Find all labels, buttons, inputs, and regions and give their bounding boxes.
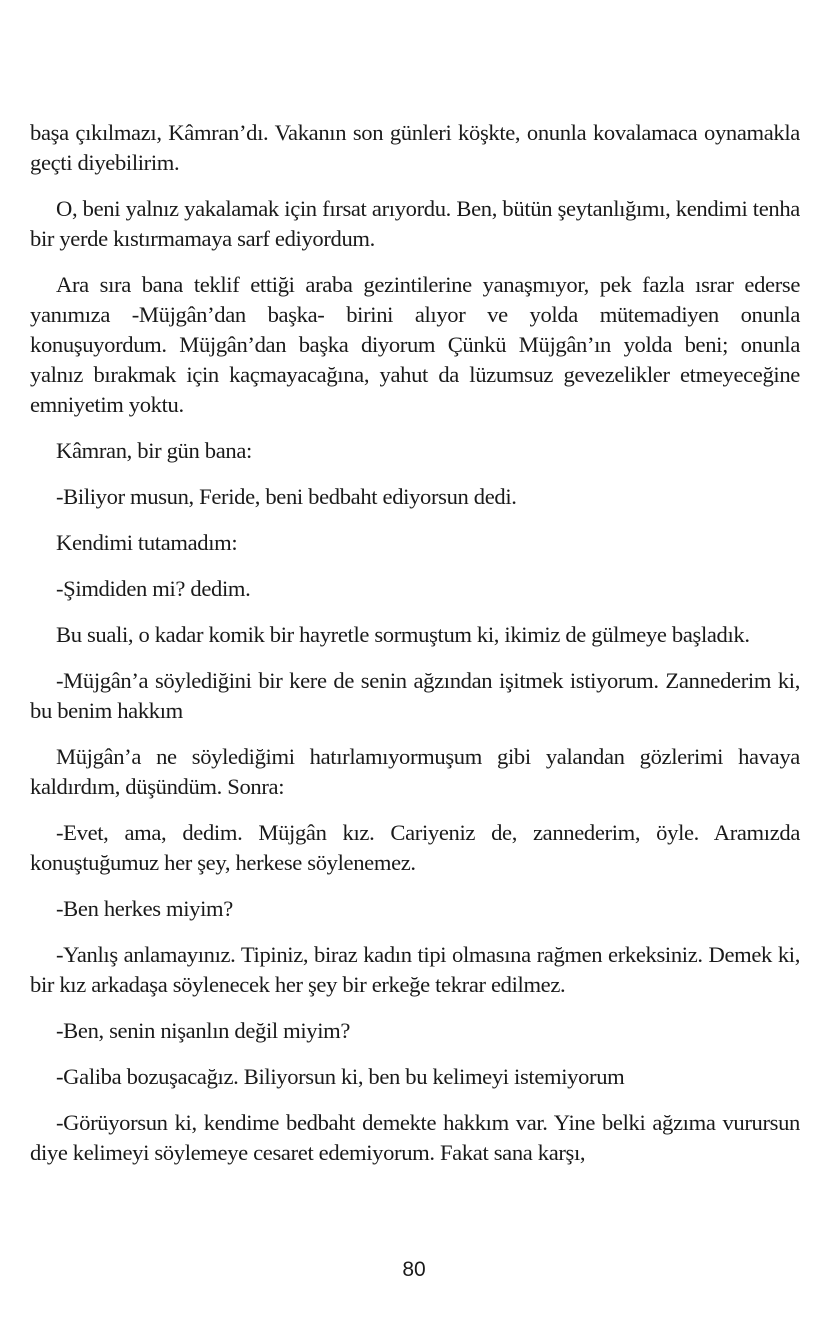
paragraph-4: Kâmran, bir gün bana:: [56, 438, 252, 463]
paragraph-5: -Biliyor musun, Feride, beni bedbaht ediyorsun dedi.: [56, 484, 517, 509]
paragraph-1: başa çıkılmazı, Kâmran’dı. Vakanın son günleri köşkte, onunla kovalamaca oynamakla geçti diyebilirim.: [30, 120, 800, 175]
paragraph-9: -Müjgân’a söylediğini bir kere de senin ağzından işitmek istiyorum. Zannederim ki, bu benim hakkım: [30, 668, 800, 723]
paragraph-2: O, beni yalnız yakalamak için fırsat arıyordu. Ben, bütün şeytanlığımı, kendimi tenha bir yerde kıstırmamaya sarf ediyordum.: [30, 196, 800, 251]
paragraph-15: -Galiba bozuşacağız. Biliyorsun ki, ben bu kelimeyi istemiyorum: [56, 1064, 625, 1089]
body-text: [30, 118, 800, 1184]
paragraph-12: -Ben herkes miyim?: [56, 896, 233, 921]
paragraph-7: -Şimdiden mi? dedim.: [56, 576, 251, 601]
paragraph-11: -Evet, ama, dedim. Müjgân kız. Cariyeniz de, zannederim, öyle. Aramızda konuştuğumuz her şey, herkese söylenemez.: [30, 820, 800, 875]
page-number: 80: [402, 1258, 426, 1281]
paragraph-13: -Yanlış anlamayınız. Tipiniz, biraz kadın tipi olmasına rağmen erkeksiniz. Demek ki, bir kız arkadaşa söylenecek her şey bir erkeğe tekrar edilmez.: [30, 942, 800, 997]
paragraph-6: Kendimi tutamadım:: [56, 530, 238, 555]
paragraph-14: -Ben, senin nişanlın değil miyim?: [56, 1018, 351, 1043]
paragraph-10: Müjgân’a ne söylediğimi hatırlamıyormuşum gibi yalandan gözlerimi havaya kaldırdım, düşündüm. Sonra:: [30, 744, 800, 799]
paragraph-8: Bu suali, o kadar komik bir hayretle sormuştum ki, ikimiz de gülmeye başladık.: [56, 622, 750, 647]
paragraph-3: Ara sıra bana teklif ettiği araba gezintilerine yanaşmıyor, pek fazla ısrar ederse yanımıza -Müjgân’dan başka- birini alıyor ve yolda mütemadiyen onunla konuşuyordum. Müjgân’dan başka diyorum Çünkü Müjgân’ın yolda beni; onunla yalnız bırakmak için kaçmayacağına, yahut da lüzumsuz gevezelikler etmeyeceğine emniyetim yoktu.: [30, 272, 800, 417]
paragraph-16: -Görüyorsun ki, kendime bedbaht demekte hakkım var. Yine belki ağzıma vurursun diye kelimeyi söylemeye cesaret edemiyorum. Fakat sana karşı,: [30, 1110, 800, 1165]
